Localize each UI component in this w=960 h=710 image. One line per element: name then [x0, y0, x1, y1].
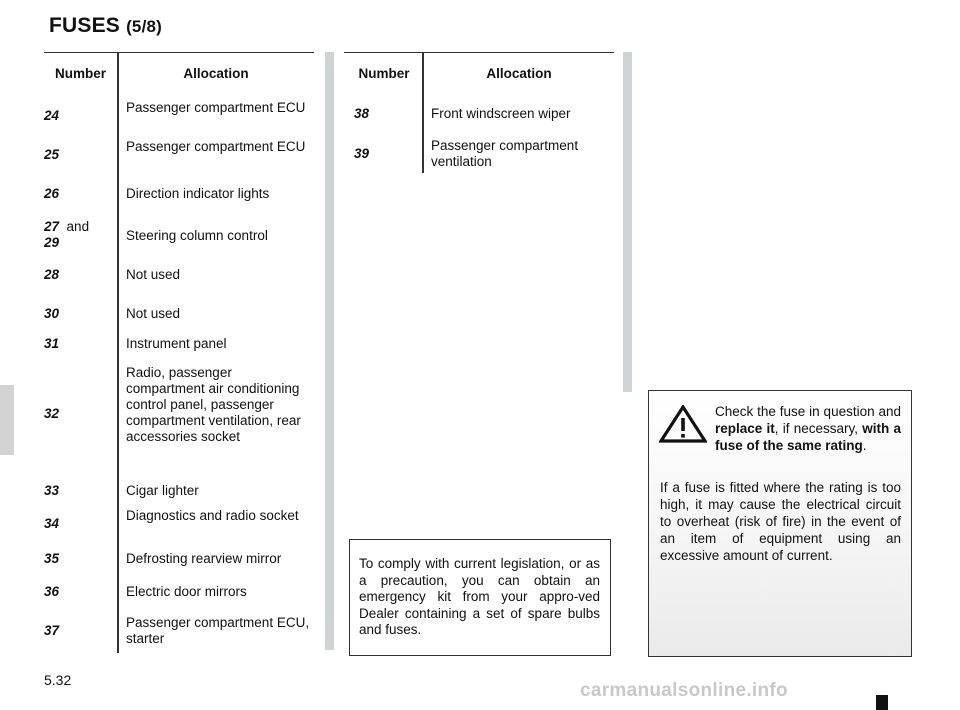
warning-lead: Check the fuse in question and	[715, 404, 901, 419]
warning-mid: , if necessary,	[774, 421, 863, 436]
fuse-allocation: Instrument panel	[126, 336, 227, 351]
table-row	[44, 138, 314, 172]
fuse-number: 35	[44, 551, 60, 566]
fuse-number: 33	[44, 483, 60, 498]
fuse-number: 32	[44, 406, 60, 421]
fuse-allocation: Passenger compartment ventilation	[431, 138, 579, 169]
fuse-number: 29	[44, 235, 60, 250]
warning-body: If a fuse is fitted where the rating is too high, it may cause the electrical circuit to overheat (risk of fire) in the event of an item of equipment using an excessive amount of current.	[660, 480, 901, 563]
fuse-allocation: Passenger compartment ECU	[126, 100, 306, 115]
table-row	[44, 305, 314, 325]
fuse-allocation: Electric door mirrors	[126, 584, 247, 599]
fuse-allocation: Passenger compartment ECU, starter	[126, 615, 310, 646]
table-row	[44, 185, 314, 205]
fuse-allocation: Not used	[126, 267, 181, 282]
emergency-kit-note	[349, 539, 611, 656]
fuse-number: 34	[44, 516, 60, 531]
range-connector: and	[66, 219, 90, 234]
table-row	[344, 105, 614, 125]
fuse-number: 36	[44, 584, 60, 599]
header-number: Number	[54, 66, 106, 81]
fuse-allocation: Not used	[126, 306, 181, 321]
column-separator-bar-right	[623, 52, 632, 392]
fuse-allocation: Front windscreen wiper	[431, 106, 571, 121]
fuse-table-right	[344, 52, 614, 173]
table-body	[344, 93, 614, 173]
corner-marker	[876, 695, 888, 710]
chapter-tab	[0, 385, 14, 455]
warning-emphasis: with a fuse of the same rating	[715, 421, 901, 453]
header-allocation: Allocation	[486, 66, 552, 81]
fuse-number: 24	[44, 108, 60, 123]
table-row	[44, 583, 314, 603]
table-body	[44, 93, 314, 653]
page-title	[49, 14, 162, 38]
warning-emphasis: replace it	[715, 421, 775, 436]
fuse-allocation: Radio, passenger compartment air conditioning control panel, passenger compartment ventilation, rear accessories socket	[126, 365, 301, 444]
column-separator-bar	[325, 52, 334, 650]
table-row	[44, 219, 314, 253]
table-header	[344, 52, 614, 93]
table-header	[44, 52, 314, 93]
page-number: 5.32	[44, 672, 72, 688]
fuse-number: 26	[44, 186, 60, 201]
fuse-number: 28	[44, 267, 60, 282]
fuse-allocation: Direction indicator lights	[126, 186, 270, 201]
table-row	[44, 614, 314, 648]
warning-triangle-icon	[659, 405, 707, 443]
fuse-number: 25	[44, 147, 60, 162]
fuse-number: 39	[354, 146, 370, 161]
warning-instruction	[715, 403, 901, 454]
table-row	[44, 550, 314, 570]
table-row	[44, 507, 314, 541]
warning-end: .	[862, 438, 867, 453]
fuse-allocation: Cigar lighter	[126, 483, 199, 498]
header-allocation: Allocation	[183, 66, 249, 81]
fuse-allocation: Diagnostics and radio socket	[126, 508, 299, 523]
fuse-allocation: Defrosting rearview mirror	[126, 551, 282, 566]
table-row	[44, 335, 314, 355]
table-row	[344, 138, 614, 172]
table-row	[44, 99, 314, 133]
header-number: Number	[358, 66, 410, 81]
table-row	[44, 364, 314, 464]
title-text: FUSES	[49, 14, 121, 37]
fuse-allocation: Steering column control	[126, 228, 268, 243]
watermark: carmanualsonline.info	[580, 680, 788, 701]
fuse-number: 38	[354, 106, 370, 121]
table-row	[44, 482, 314, 502]
fuse-number: 31	[44, 336, 60, 351]
fuse-allocation: Passenger compartment ECU	[126, 139, 306, 154]
table-row	[44, 266, 314, 286]
fuse-table-left	[44, 52, 314, 653]
title-part-indicator: (5/8)	[126, 17, 163, 36]
note-text: To comply with current legislation, or as a precaution, you can obtain an emergency kit from your appro-ved Dealer containing a set of spare bulbs and fuses.	[359, 556, 600, 637]
fuse-number-range	[44, 219, 114, 251]
fuse-number: 30	[44, 306, 60, 321]
fuse-number: 27	[44, 219, 60, 234]
warning-box	[648, 390, 912, 657]
fuse-number: 37	[44, 623, 60, 638]
